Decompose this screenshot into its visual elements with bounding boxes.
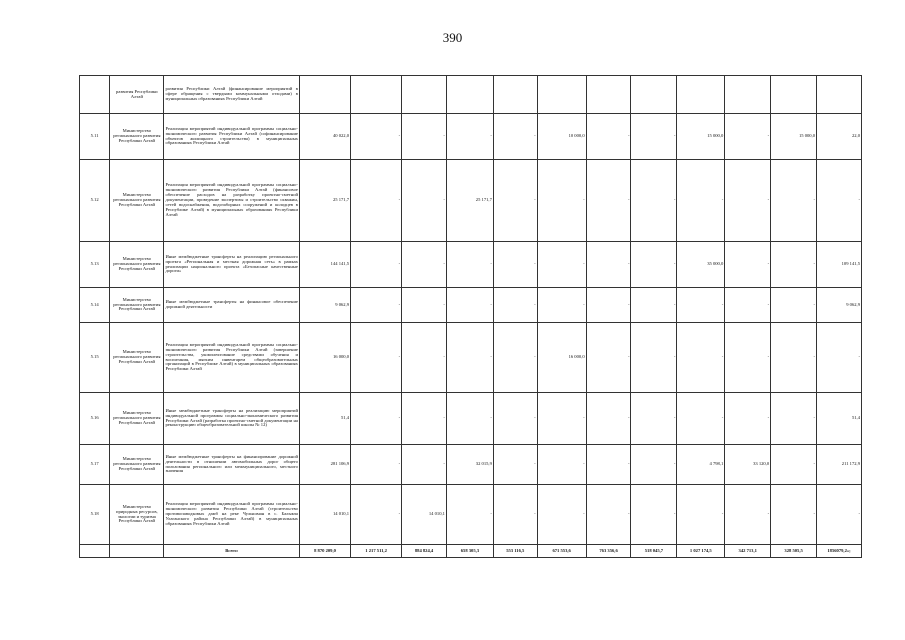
row-value xyxy=(299,76,350,114)
row-value: - xyxy=(586,323,631,393)
row-value: 35 000,0 xyxy=(677,242,725,288)
row-value: 14 010,1 xyxy=(402,485,447,545)
row-organization: Министерство регионального развития Республики Алтай xyxy=(110,242,164,288)
row-value: 40 022,0 xyxy=(299,114,350,160)
row-value xyxy=(725,76,771,114)
row-value: - xyxy=(493,393,537,445)
row-value: - xyxy=(493,323,537,393)
row-number: 5.18 xyxy=(80,485,110,545)
row-value: - xyxy=(771,323,817,393)
row-organization: Министерство регионального развития Республики Алтай xyxy=(110,323,164,393)
row-value: 281 106,9 xyxy=(299,445,350,485)
row-value: - xyxy=(725,323,771,393)
row-value: 211 172,9 xyxy=(817,445,862,485)
row-value: 16 000,0 xyxy=(299,323,350,393)
row-value: - xyxy=(537,485,586,545)
total-value: 763 356,6 xyxy=(586,545,631,558)
row-value: 15 000,0 xyxy=(771,114,817,160)
row-value xyxy=(817,76,862,114)
row-value: - xyxy=(493,242,537,288)
row-value: - xyxy=(817,485,862,545)
row-value: - xyxy=(631,160,677,242)
table-row xyxy=(80,393,862,445)
row-value: - xyxy=(677,323,725,393)
table-row xyxy=(80,114,862,160)
row-organization: Министерство природных ресурсов, экологии и туризма Республики Алтай xyxy=(110,485,164,545)
page-number: 390 xyxy=(442,30,463,45)
row-value: - xyxy=(537,288,586,323)
row-value: - xyxy=(725,160,771,242)
total-value: 553 116,5 xyxy=(493,545,537,558)
row-organization: Министерство регионального развития Республики Алтай xyxy=(110,393,164,445)
row-value: - xyxy=(771,445,817,485)
row-value xyxy=(402,76,447,114)
row-value: 4 798,1 xyxy=(677,445,725,485)
total-row xyxy=(80,545,862,558)
row-value: - xyxy=(493,445,537,485)
row-value: - xyxy=(351,393,402,445)
row-value: - xyxy=(677,485,725,545)
row-value: - xyxy=(586,393,631,445)
row-value: - xyxy=(402,114,447,160)
row-description: Иные межбюджетные трансферты на финансовое обеспечение дорожной деятельности xyxy=(164,288,300,323)
row-value: - xyxy=(771,160,817,242)
row-value: - xyxy=(586,445,631,485)
row-organization: Министерство регионального развития Республики Алтай xyxy=(110,160,164,242)
row-value: - xyxy=(771,393,817,445)
row-value: - xyxy=(631,323,677,393)
row-value: - xyxy=(631,393,677,445)
row-description: Реализация мероприятий индивидуальной программы социально-экономического развития Республики Алтай (строительство противопаводковых дамб на реке Чулышман в с. Балыкча Улаганского района Республики Алтай) в муниципальных образованиях Республики Алтай xyxy=(164,485,300,545)
row-value: - xyxy=(631,114,677,160)
row-value xyxy=(677,76,725,114)
row-value: - xyxy=(537,242,586,288)
row-value: - xyxy=(586,288,631,323)
row-value: 51,4 xyxy=(299,393,350,445)
table-row xyxy=(80,323,862,393)
row-organization: развития Республики Алтай xyxy=(110,76,164,114)
row-value: - xyxy=(493,485,537,545)
row-value: - xyxy=(725,393,771,445)
row-value xyxy=(351,76,402,114)
row-value: 144 141,5 xyxy=(299,242,350,288)
row-description: развития Республики Алтай (финансирование мероприятий в сфере обращения с твердыми коммунальными отходами) в муниципальных образованиях Республики Алтай xyxy=(164,76,300,114)
table-row xyxy=(80,485,862,545)
row-value: - xyxy=(493,288,537,323)
row-value: - xyxy=(402,242,447,288)
row-value: - xyxy=(446,485,493,545)
row-value: - xyxy=(402,323,447,393)
row-value: - xyxy=(817,323,862,393)
row-value: 32 015,9 xyxy=(446,445,493,485)
total-value: 8 870 209,0 xyxy=(299,545,350,558)
total-value: 328 505,5 xyxy=(771,545,817,558)
row-number: 5.17 xyxy=(80,445,110,485)
total-value: 1 027 174,5 xyxy=(677,545,725,558)
row-organization: Министерство регионального развития Республики Алтай xyxy=(110,445,164,485)
row-value: - xyxy=(402,160,447,242)
row-value: - xyxy=(677,160,725,242)
row-value: - xyxy=(351,114,402,160)
row-value: - xyxy=(493,160,537,242)
table-row xyxy=(80,445,862,485)
row-organization: Министерство регионального развития Республики Алтай xyxy=(110,288,164,323)
total-value: 518 045,7 xyxy=(631,545,677,558)
row-value: - xyxy=(725,288,771,323)
table-row xyxy=(80,160,862,242)
row-value: 10 000,0 xyxy=(537,114,586,160)
row-number xyxy=(80,76,110,114)
table-row xyxy=(80,288,862,323)
row-value xyxy=(771,76,817,114)
row-value: - xyxy=(586,160,631,242)
total-value: 342 713,1 xyxy=(725,545,771,558)
row-value: - xyxy=(351,445,402,485)
budget-table xyxy=(79,75,862,558)
total-label: Всего: xyxy=(164,545,300,558)
row-value: - xyxy=(446,242,493,288)
row-value: - xyxy=(351,242,402,288)
row-value: - xyxy=(402,288,447,323)
row-value: - xyxy=(631,242,677,288)
table-row xyxy=(80,76,862,114)
row-value: - xyxy=(351,323,402,393)
row-description: Реализация мероприятий индивидуальной программы социально-экономического развития Республики Алтай (завершение строительства, укомплектование средствами обучения и воспитания, мягким инвентарем общеобразовательных организаций в Республике Алтай) в муниципальных образованиях Республики Алтай xyxy=(164,323,300,393)
total-value: 658 305,3 xyxy=(446,545,493,558)
row-value: - xyxy=(631,485,677,545)
row-number: 5.15 xyxy=(80,323,110,393)
row-number: 5.12 xyxy=(80,160,110,242)
row-value: - xyxy=(537,160,586,242)
row-value: 9 062,9 xyxy=(817,288,862,323)
row-value: - xyxy=(631,445,677,485)
row-value: - xyxy=(351,485,402,545)
row-value: - xyxy=(402,445,447,485)
row-number: 5.11 xyxy=(80,114,110,160)
row-value: - xyxy=(446,114,493,160)
row-value xyxy=(631,76,677,114)
row-value: - xyxy=(586,114,631,160)
row-value: 25 171,7 xyxy=(299,160,350,242)
row-value: 51,4 xyxy=(817,393,862,445)
row-value: - xyxy=(446,288,493,323)
row-value: 22,0 xyxy=(817,114,862,160)
row-value: - xyxy=(631,288,677,323)
total-value: 671 553,6 xyxy=(537,545,586,558)
row-value: - xyxy=(351,160,402,242)
row-value: - xyxy=(725,242,771,288)
row-value: - xyxy=(771,242,817,288)
row-value: - xyxy=(725,114,771,160)
row-value: 109 141,5 xyxy=(817,242,862,288)
row-value: - xyxy=(351,288,402,323)
row-number: 5.13 xyxy=(80,242,110,288)
row-value: 33 120,0 xyxy=(725,445,771,485)
row-value: 14 010,1 xyxy=(299,485,350,545)
total-value: 884 824,4 xyxy=(402,545,447,558)
row-value xyxy=(537,76,586,114)
row-value: - xyxy=(771,485,817,545)
row-value: 15 000,0 xyxy=(677,114,725,160)
row-value: - xyxy=(817,160,862,242)
row-value: - xyxy=(725,485,771,545)
row-value: - xyxy=(771,288,817,323)
row-value: - xyxy=(537,393,586,445)
row-value: - xyxy=(402,393,447,445)
row-value: 16 000,0 xyxy=(537,323,586,393)
row-value xyxy=(446,76,493,114)
empty-cell xyxy=(110,545,164,558)
row-value: - xyxy=(586,485,631,545)
row-organization: Министерство регионального развития Республики Алтай xyxy=(110,114,164,160)
row-description: Иные межбюджетные трансферты на реализацию регионального проекта «Региональная и местная дорожная сеть» в рамках реализации национального проекта «Безопасные качественные дороги» xyxy=(164,242,300,288)
empty-cell xyxy=(80,545,110,558)
row-number: 5.14 xyxy=(80,288,110,323)
row-value: - xyxy=(677,288,725,323)
row-description: Реализация мероприятий индивидуальной программы социально-экономического развития Республики Алтай (софинансирование объектов жилищного строительства) в муниципальных образованиях Республики Алтай xyxy=(164,114,300,160)
row-description: Реализация мероприятий индивидуальной программы социально-экономического развития Республики Алтай (финансовое обеспечение расходов на разработку проектно-сметной документации, проведение экспертизы и строительство скважин, сетей водоснабжения, водозаборных сооружений и колодцев в Республике Алтай) в муниципальных образованиях Республики Алтай xyxy=(164,160,300,242)
total-value: 1 217 511,2 xyxy=(351,545,402,558)
row-value: - xyxy=(537,445,586,485)
row-value xyxy=(493,76,537,114)
row-value: 25 171,7 xyxy=(446,160,493,242)
row-value: - xyxy=(446,393,493,445)
row-number: 5.16 xyxy=(80,393,110,445)
table-row xyxy=(80,242,862,288)
total-value: 1856079,2»; xyxy=(817,545,862,558)
row-value xyxy=(586,76,631,114)
row-description: Иные межбюджетные трансферты на финансирование дорожной деятельности в отношении автомобильных дорог общего пользования регионального или межмуниципального, местного значения xyxy=(164,445,300,485)
row-value: - xyxy=(586,242,631,288)
row-description: Иные межбюджетные трансферты на реализацию мероприятий индивидуальной программы социально-экономического развития Республики Алтай (разработка проектно-сметной документации на реконструкцию общеобразовательной школы № 12) xyxy=(164,393,300,445)
row-value: - xyxy=(446,323,493,393)
row-value: 9 062,9 xyxy=(299,288,350,323)
row-value: - xyxy=(677,393,725,445)
row-value: - xyxy=(493,114,537,160)
